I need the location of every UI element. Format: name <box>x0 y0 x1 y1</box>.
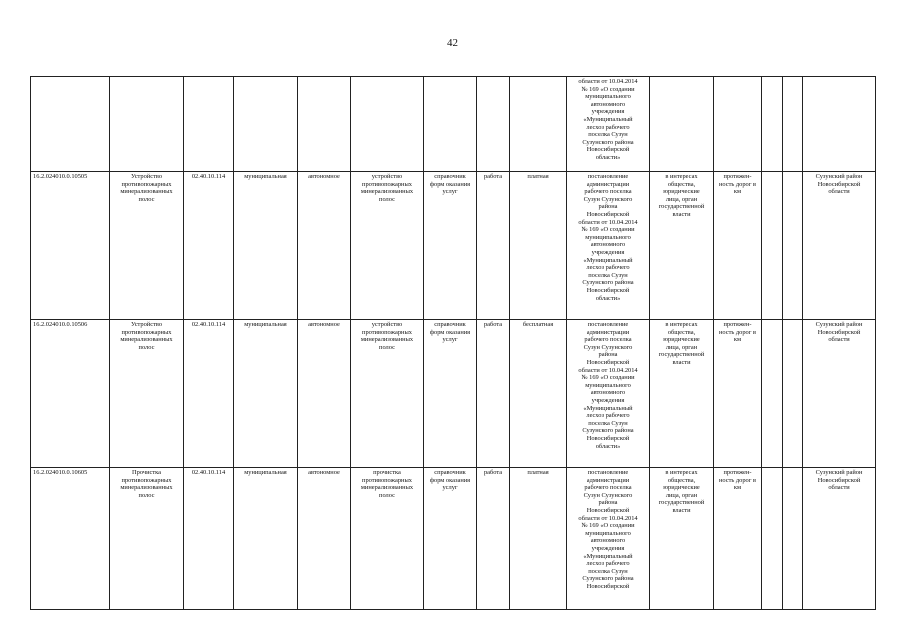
cell-name <box>110 77 184 172</box>
cell-code: 16.2.024010.0.10505 <box>31 172 110 320</box>
cell-territory: Сузунский район Новосибирской области <box>803 172 876 320</box>
cell-code <box>31 77 110 172</box>
cell-indicator: протяжен- ность дорог в км <box>714 320 762 468</box>
cell-empty-2 <box>783 172 803 320</box>
cell-paid <box>510 77 567 172</box>
cell-basis: постановление администрации рабочего поселка Сузун Сузунского района Новосибирской области от 10.04.2014 № 169 «О создании муниципального автономного учреждения «Муниципальный лесхоз рабочего поселка Сузун Сузунского района Новосибирской области» <box>567 320 650 468</box>
cell-empty-1 <box>762 468 783 610</box>
cell-empty-1 <box>762 320 783 468</box>
services-table <box>30 76 876 610</box>
cell-paid: платная <box>510 468 567 610</box>
cell-territory <box>803 77 876 172</box>
cell-kind: работа <box>477 172 510 320</box>
cell-conditions <box>424 77 477 172</box>
cell-conditions: справочник форм оказания услуг <box>424 172 477 320</box>
cell-territory: Сузунский район Новосибирской области <box>803 468 876 610</box>
cell-consumers: в интересах общества, юридические лица, орган государственной власти <box>650 320 714 468</box>
table-row <box>31 172 876 320</box>
cell-content: устройство противопожарных минерализованных полос <box>351 320 424 468</box>
cell-consumers <box>650 77 714 172</box>
cell-institution-type: автономное <box>298 320 351 468</box>
cell-empty-1 <box>762 172 783 320</box>
cell-name: Прочистка противопожарных минерализованных полос <box>110 468 184 610</box>
cell-name: Устройство противопожарных минерализованных полос <box>110 320 184 468</box>
cell-name: Устройство противопожарных минерализованных полос <box>110 172 184 320</box>
cell-ownership: муниципальная <box>234 320 298 468</box>
cell-indicator: протяжен- ность дорог в км <box>714 468 762 610</box>
cell-kind <box>477 77 510 172</box>
cell-indicator <box>714 77 762 172</box>
cell-code: 16.2.024010.0.10605 <box>31 468 110 610</box>
cell-institution-type <box>298 77 351 172</box>
cell-conditions: справочник форм оказания услуг <box>424 468 477 610</box>
cell-institution-type: автономное <box>298 172 351 320</box>
cell-indicator: протяжен- ность дорог в км <box>714 172 762 320</box>
cell-institution-type: автономное <box>298 468 351 610</box>
cell-ownership <box>234 77 298 172</box>
cell-okved <box>184 77 234 172</box>
table-row <box>31 320 876 468</box>
cell-kind: работа <box>477 320 510 468</box>
cell-content: прочистка противопожарных минерализованных полос <box>351 468 424 610</box>
cell-ownership: муниципальная <box>234 468 298 610</box>
cell-empty-1 <box>762 77 783 172</box>
cell-empty-2 <box>783 77 803 172</box>
cell-okved: 02.40.10.114 <box>184 172 234 320</box>
cell-content <box>351 77 424 172</box>
cell-okved: 02.40.10.114 <box>184 320 234 468</box>
cell-empty-2 <box>783 468 803 610</box>
cell-conditions: справочник форм оказания услуг <box>424 320 477 468</box>
table-row-continuation <box>31 77 876 172</box>
cell-paid: платная <box>510 172 567 320</box>
cell-consumers: в интересах общества, юридические лица, орган государственной власти <box>650 468 714 610</box>
cell-paid: бесплатная <box>510 320 567 468</box>
cell-empty-2 <box>783 320 803 468</box>
table-row <box>31 468 876 610</box>
cell-ownership: муниципальная <box>234 172 298 320</box>
cell-consumers: в интересах общества, юридические лица, орган государственной власти <box>650 172 714 320</box>
cell-territory: Сузунский район Новосибирской области <box>803 320 876 468</box>
cell-basis: постановление администрации рабочего поселка Сузун Сузунского района Новосибирской области от 10.04.2014 № 169 «О создании муниципального автономного учреждения «Муниципальный лесхоз рабочего поселка Сузун Сузунского района Новосибирской области» <box>567 172 650 320</box>
cell-okved: 02.40.10.114 <box>184 468 234 610</box>
cell-basis: постановление администрации рабочего поселка Сузун Сузунского района Новосибирской области от 10.04.2014 № 169 «О создании муниципального автономного учреждения «Муниципальный лесхоз рабочего поселка Сузун Сузунского района Новосибирской <box>567 468 650 610</box>
cell-kind: работа <box>477 468 510 610</box>
cell-code: 16.2.024010.0.10506 <box>31 320 110 468</box>
cell-basis: области от 10.04.2014 № 169 «О создании муниципального автономного учреждения «Муниципальный лесхоз рабочего поселка Сузун Сузунского района Новосибирской области» <box>567 77 650 172</box>
cell-content: устройство противопожарных минерализованных полос <box>351 172 424 320</box>
page-number: 42 <box>447 37 458 49</box>
